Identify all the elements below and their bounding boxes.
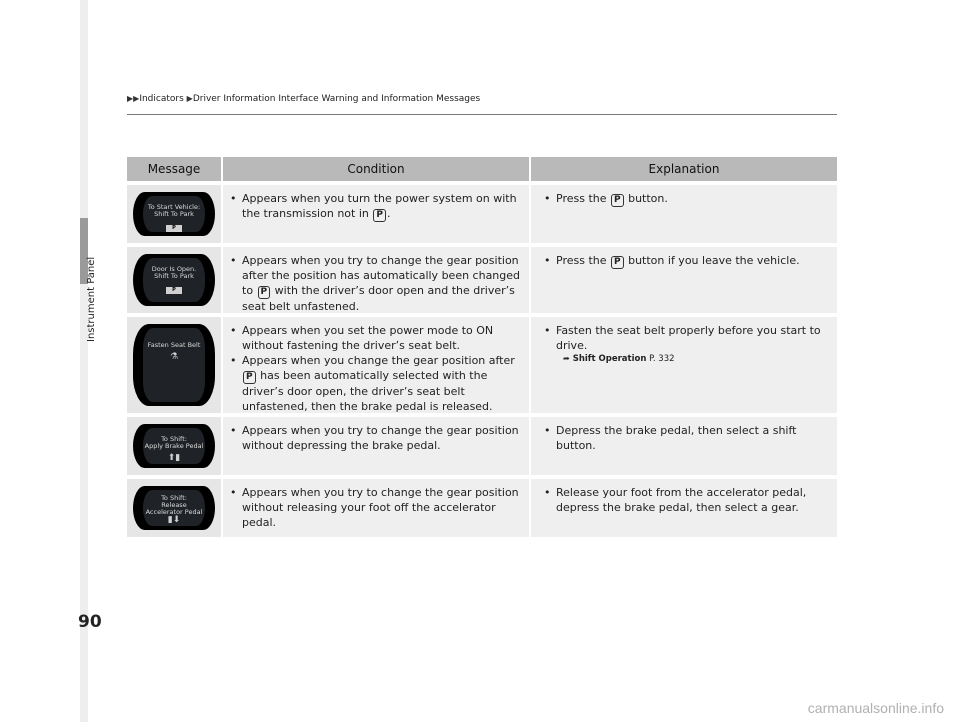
message-display-cell: [127, 479, 221, 537]
condition-bullet: • Appears when you change the gear position after P has been automatically selected with the driver’s door open, the driver’s seat belt unfastened, then the brake pedal is released.: [227, 353, 521, 414]
condition-bullet: • Appears when you try to change the gear position without releasing your foot off the accelerator pedal.: [227, 485, 521, 530]
breadcrumb: [127, 94, 480, 104]
display-bezel: [133, 424, 215, 468]
display-bezel: [133, 254, 215, 306]
condition-bullet: • Appears when you set the power mode to ON without fastening the driver’s seat belt.: [227, 323, 521, 353]
breadcrumb-level1[interactable]: Indicators: [139, 94, 184, 104]
breadcrumb-arrow-icon: ▶: [186, 94, 193, 103]
condition-bullet: • Appears when you try to change the gear position after the position has automatically been changed to P with the driver’s door open and the driver’s seat belt unfastened.: [227, 253, 521, 314]
section-label-text: Instrument Panel: [86, 256, 97, 342]
explanation-cell: [529, 185, 837, 243]
p-key-icon: P: [373, 209, 386, 222]
explanation-bullet: • Press the P button if you leave the vehicle.: [541, 253, 829, 269]
breadcrumb-level2[interactable]: Driver Information Interface Warning and Information Messages: [192, 94, 481, 104]
display-screen: [143, 328, 205, 402]
display-text: To Shift:: [161, 435, 187, 443]
display-bezel: [133, 324, 215, 406]
display-text: To Shift:: [161, 494, 187, 502]
display-bezel: [133, 486, 215, 530]
explanation-bullet: • Depress the brake pedal, then select a shift button.: [541, 423, 829, 453]
reference-page[interactable]: P. 332: [649, 354, 675, 364]
display-text: Apply Brake Pedal: [144, 442, 204, 450]
explanation-bullet: • Press the P button.: [541, 191, 829, 207]
display-text: Release: [161, 501, 187, 509]
table-row: [127, 185, 837, 243]
table-header: [127, 157, 837, 181]
park-box-icon: P: [166, 225, 182, 232]
p-key-icon: P: [611, 256, 624, 269]
reference-arrow-icon: ➦: [563, 354, 570, 363]
page-reference[interactable]: [541, 354, 829, 364]
display-text: Fasten Seat Belt: [147, 341, 201, 349]
header-rule: [127, 114, 837, 115]
table-row: [127, 247, 837, 313]
display-text: Accelerator Pedal: [145, 508, 203, 516]
message-display-cell: [127, 247, 221, 313]
p-key-icon: P: [611, 194, 624, 207]
condition-cell: [221, 247, 529, 313]
condition-cell: [221, 479, 529, 537]
header-condition: Condition: [221, 157, 529, 181]
explanation-cell: [529, 247, 837, 313]
explanation-bullet: • Fasten the seat belt properly before you start to drive.: [541, 323, 829, 353]
display-screen: [143, 490, 205, 526]
display-text: Shift To Park: [154, 210, 194, 218]
accelerator-pedal-icon: ▮⬇: [167, 515, 181, 525]
section-label: [86, 222, 104, 342]
display-text: To Start Vehicle:: [147, 203, 201, 211]
condition-cell: [221, 417, 529, 475]
explanation-bullet: • Release your foot from the accelerator pedal, depress the brake pedal, then select a gear.: [541, 485, 829, 515]
display-screen: [143, 428, 205, 464]
park-box-icon: P: [166, 287, 182, 294]
breadcrumb-arrow-icon: ▶▶: [127, 94, 140, 103]
table-row: [127, 479, 837, 537]
seatbelt-icon: ⚗: [169, 352, 179, 362]
condition-cell: [221, 185, 529, 243]
message-display-cell: [127, 417, 221, 475]
display-text: Shift To Park: [154, 272, 194, 280]
watermark: carmanualsonline.info: [807, 700, 944, 716]
p-key-icon: P: [243, 371, 256, 384]
reference-title[interactable]: Shift Operation: [572, 354, 647, 364]
explanation-cell: [529, 317, 837, 413]
condition-bullet: • Appears when you try to change the gear position without depressing the brake pedal.: [227, 423, 521, 453]
explanation-cell: [529, 479, 837, 537]
table-row: [127, 417, 837, 475]
display-screen: [143, 258, 205, 302]
page-number: 90: [78, 612, 102, 632]
display-text: Door Is Open.: [151, 265, 197, 273]
header-explanation: Explanation: [529, 157, 837, 181]
message-display-cell: [127, 185, 221, 243]
message-display-cell: [127, 317, 221, 413]
brake-pedal-icon: ⬆▮: [167, 453, 181, 463]
explanation-cell: [529, 417, 837, 475]
table-row: [127, 317, 837, 413]
display-screen: [143, 196, 205, 232]
condition-bullet: • Appears when you turn the power system on with the transmission not in P .: [227, 191, 521, 222]
p-key-icon: P: [258, 286, 271, 299]
condition-cell: [221, 317, 529, 413]
message-table: [127, 157, 837, 537]
display-bezel: [133, 192, 215, 236]
header-message: Message: [147, 162, 201, 176]
